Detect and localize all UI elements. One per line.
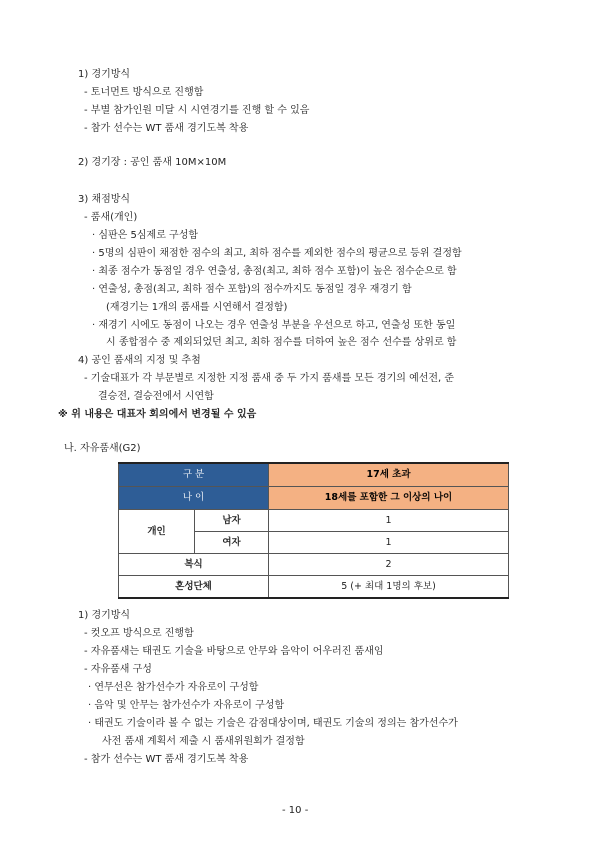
table-row: [119, 510, 509, 532]
list-item-continuation: 사전 품새 계획서 제출 시 품새위원회가 결정함: [102, 736, 305, 747]
list-item: - 토너먼트 방식으로 진행함: [84, 87, 204, 98]
row-label-mixed-team: 혼성단체: [119, 576, 269, 599]
list-item: - 기술대표가 각 부문별로 지정한 지정 품새 중 두 가지 품새를 모든 경기의 예선전, 준: [84, 373, 455, 384]
freestyle-category-table: [118, 462, 509, 599]
heading-scoring: 3) 채점방식: [78, 194, 131, 205]
list-item: - 자유품새 구성: [84, 664, 152, 675]
list-item: · 연무선은 참가선수가 자유로이 구성함: [88, 682, 259, 693]
list-item: · 재경기 시에도 동점이 나오는 경우 연출성 부분을 우선으로 하고, 연출성 또한 동일: [92, 320, 456, 331]
subheading-poomsae-individual: - 품새(개인): [84, 212, 138, 223]
section-title-freestyle: 나. 자유품새(G2): [64, 443, 141, 454]
table-row: [119, 554, 509, 576]
header-age: 나 이: [119, 487, 269, 510]
cell-pair-count: 2: [269, 554, 509, 576]
heading-designation: 4) 공인 품새의 지정 및 추첨: [78, 355, 201, 366]
page-number: - 10 -: [282, 805, 309, 816]
list-item-continuation: 결승전, 결승전에서 시연함: [98, 391, 214, 402]
header-age-description: 18세를 포함한 그 이상의 나이: [269, 487, 509, 510]
heading-competition-method-2: 1) 경기방식: [78, 610, 131, 621]
list-item: · 최종 점수가 동점일 경우 연출성, 총점(최고, 최하 점수 포함)이 높은 점수순으로 함: [92, 266, 457, 277]
cell-female-count: 1: [269, 532, 509, 554]
cell-mixed-team-count: 5 (+ 최대 1명의 후보): [269, 576, 509, 599]
cell-male-count: 1: [269, 510, 509, 532]
row-label-male: 남자: [195, 510, 269, 532]
table-row: [119, 576, 509, 599]
list-item: · 태권도 기술이라 볼 수 없는 기술은 감점대상이며, 태권도 기술의 정의는 참가선수가: [88, 718, 458, 729]
list-item: · 5명의 심판이 채점한 점수의 최고, 최하 점수를 제외한 점수의 평균으로 등위 결정함: [92, 248, 462, 259]
heading-competition-method: 1) 경기방식: [78, 69, 131, 80]
row-label-pair: 복식: [119, 554, 269, 576]
list-item-continuation: 시 종합점수 중 제외되었던 최고, 최하 점수를 더하여 높은 점수 선수를 상위로 함: [106, 337, 457, 348]
header-age-group: 17세 초과: [269, 463, 509, 487]
table-row: [119, 487, 509, 510]
note: ※ 위 내용은 대표자 회의에서 변경될 수 있음: [58, 409, 257, 420]
list-item-continuation: (재경기는 1개의 품새를 시연해서 결정함): [106, 302, 288, 313]
list-item: - 컷오프 방식으로 진행함: [84, 628, 194, 639]
list-item: · 음악 및 안무는 참가선수가 자유로이 구성함: [88, 700, 285, 711]
list-item: - 부별 참가인원 미달 시 시연경기를 진행 할 수 있음: [84, 105, 310, 116]
table-row: [119, 463, 509, 487]
list-item: - 자유품새는 태권도 기술을 바탕으로 안무와 음악이 어우러진 품새임: [84, 646, 384, 657]
header-category: 구 분: [119, 463, 269, 487]
row-label-individual: 개인: [119, 510, 195, 554]
list-item: · 연출성, 총점(최고, 최하 점수 포함)의 점수까지도 동점일 경우 재경기 함: [92, 284, 412, 295]
row-label-female: 여자: [195, 532, 269, 554]
list-item: - 참가 선수는 WT 품새 경기도복 착용: [84, 754, 249, 765]
list-item: - 참가 선수는 WT 품새 경기도복 착용: [84, 123, 249, 134]
heading-arena: 2) 경기장 : 공인 품새 10M×10M: [78, 157, 227, 168]
list-item: · 심판은 5심제로 구성함: [92, 230, 199, 241]
